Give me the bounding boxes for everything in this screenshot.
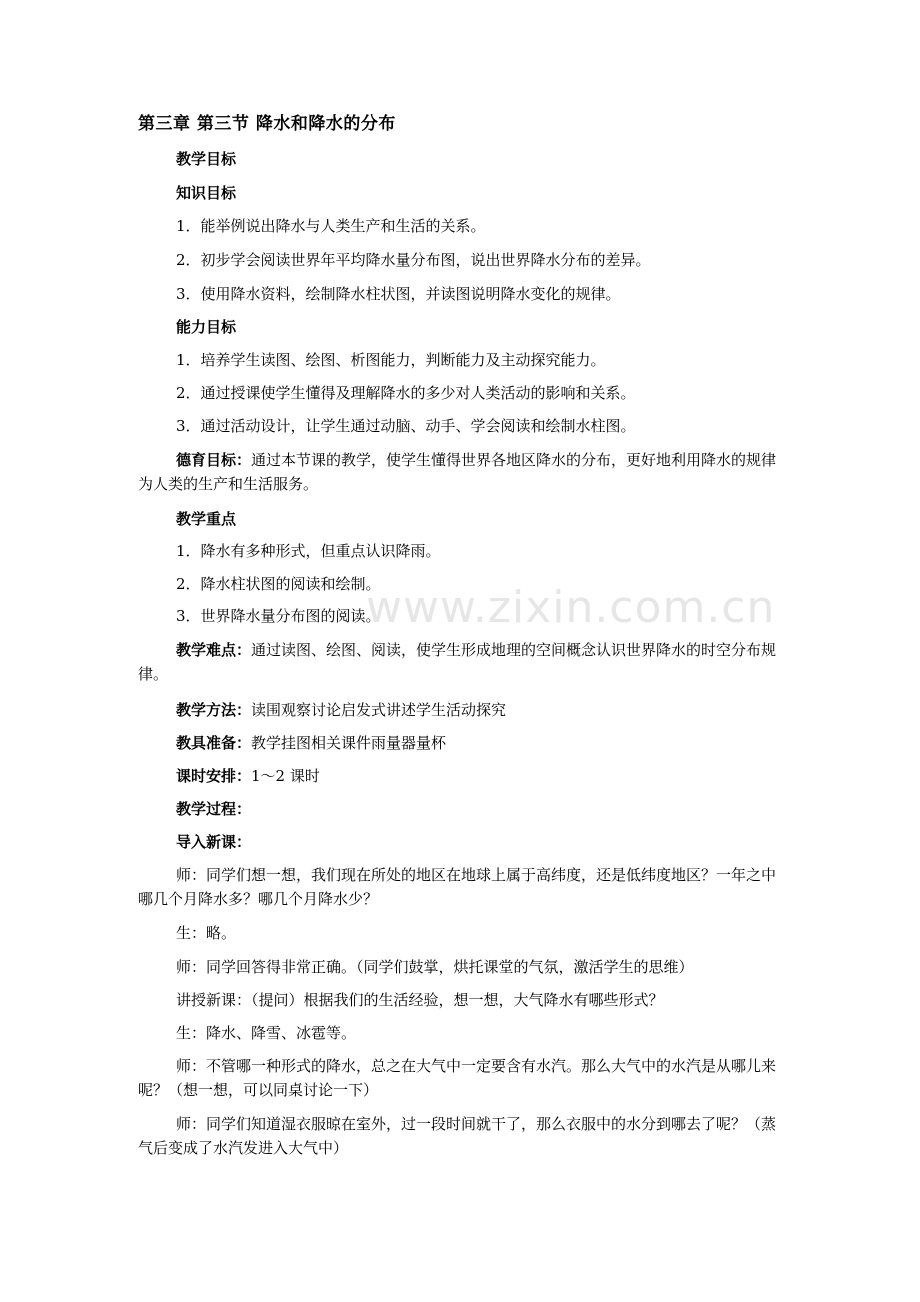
ability-goals-heading: 能力目标 <box>176 318 237 336</box>
key-points-heading: 教学重点 <box>176 510 237 528</box>
method-text: 读围观察讨论启发式讲述学生活动探究 <box>251 701 507 719</box>
dialogue-line: 讲授新课：（提问）根据我们的生活经验，想一想，大气降水有哪些形式？ <box>176 991 664 1009</box>
teaching-goals-heading: 教学目标 <box>176 150 237 168</box>
schedule-label: 课时安排： <box>176 767 252 785</box>
dialogue-line: 生：降水、降雪、冰雹等。 <box>176 1024 357 1042</box>
dialogue-line: 生：略。 <box>176 924 237 942</box>
key-point-item: 3．世界降水量分布图的阅读。 <box>176 607 381 625</box>
method-line <box>176 698 506 722</box>
knowledge-goal-item: 3．使用降水资料，绘制降水柱状图，并读图说明降水变化的规律。 <box>176 285 621 303</box>
moral-goal-paragraph <box>138 448 780 496</box>
knowledge-goals-heading: 知识目标 <box>176 184 237 202</box>
dialogue-line: 师：同学们知道湿衣服晾在室外，过一段时间就干了，那么衣服中的水分到哪去了呢？（蒸气后变成了水汽发进入大气中） <box>138 1115 777 1157</box>
moral-goal-text: 通过本节课的教学，使学生懂得世界各地区降水的分布，更好地利用降水的规律为人类的生产和生活服务。 <box>138 451 777 493</box>
ability-goal-item: 1．培养学生读图、绘图、析图能力，判断能力及主动探究能力。 <box>176 351 606 369</box>
process-heading: 教学过程： <box>176 800 252 818</box>
key-point-item: 2．降水柱状图的阅读和绘制。 <box>176 575 381 593</box>
intro-heading: 导入新课： <box>176 833 252 851</box>
tools-text: 教学挂图相关课件雨量器量杯 <box>251 734 447 752</box>
ability-goal-item: 2．通过授课使学生懂得及理解降水的多少对人类活动的影响和关系。 <box>176 384 636 402</box>
difficulty-label: 教学难点： <box>176 641 252 659</box>
key-point-item: 1．降水有多种形式，但重点认识降雨。 <box>176 542 441 560</box>
method-label: 教学方法： <box>176 701 252 719</box>
moral-goal-label: 德育目标： <box>176 451 252 469</box>
watermark: www.zixin.com.cn <box>366 582 776 633</box>
dialogue-line: 师：同学们想一想，我们现在所处的地区在地球上属于高纬度，还是低纬度地区？一年之中哪几个月降水多？哪几个月降水少？ <box>138 866 777 908</box>
knowledge-goal-item: 2．初步学会阅读世界年平均降水量分布图，说出世界降水分布的差异。 <box>176 251 651 269</box>
ability-goal-item: 3．通过活动设计，让学生通过动脑、动手、学会阅读和绘制水柱图。 <box>176 417 636 435</box>
knowledge-goal-item: 1．能举例说出降水与人类生产和生活的关系。 <box>176 217 486 235</box>
tools-label: 教具准备： <box>176 734 252 752</box>
schedule-line <box>176 764 320 788</box>
tools-line <box>176 731 446 755</box>
dialogue-line: 师：不管哪一种形式的降水，总之在大气中一定要含有水汽。那么大气中的水汽是从哪儿来呢？（想一想，可以同桌讨论一下） <box>138 1057 777 1099</box>
schedule-text: 1～2 课时 <box>251 767 320 785</box>
difficulty-text: 通过读图、绘图、阅读，使学生形成地理的空间概念认识世界降水的时空分布规律。 <box>138 641 777 683</box>
difficulty-paragraph <box>138 638 780 686</box>
page-title: 第三章 第三节 降水和降水的分布 <box>138 114 396 134</box>
dialogue-line: 师：同学回答得非常正确。（同学们鼓掌，烘托课堂的气氛，激活学生的思维） <box>176 958 694 976</box>
